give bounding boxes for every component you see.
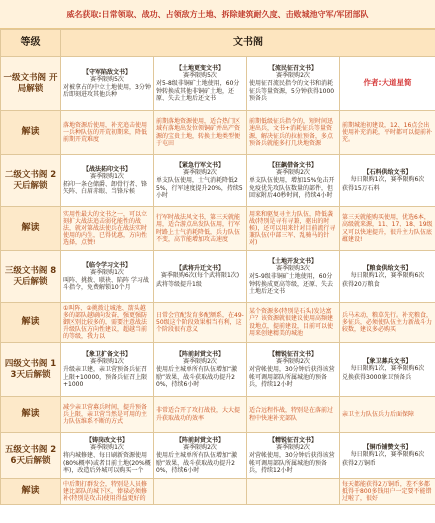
card-purchase-limit: 赛季限购6次(每个武将限1次) — [160, 272, 240, 280]
card-purchase-limit: 赛季限购2次 — [276, 169, 310, 177]
card-title: 【精锐征召文书】 — [268, 351, 317, 359]
jiedu-note: 兵马未动，粮草先行。补充粮食，多征兵，必须使队伍主力新战斗力较数，建议多必购买 — [340, 303, 435, 343]
jiedu-note: 每天都能获得2万铜币，差不多都抵得千800多钱用户一定要不能错过啦了，很好 — [340, 479, 435, 505]
card-effect: 对营帐使用，30分钟后获得该营帐可调用部队所属城池的预备兵，持续12小时 — [249, 452, 335, 474]
card-effect: 使用征召流民指令的文书和消耗征兵等量资源，5分钟获得1000预备兵 — [249, 80, 335, 102]
card-title: 【象卫募兵文书】 — [363, 358, 412, 366]
jiedu-note — [247, 479, 340, 505]
card-purchase-limit: 赛季限购5次 — [90, 75, 124, 83]
jiedu-note: 非常适合开了攻打战役，大大提升获取战功的效率 — [154, 397, 247, 433]
jiedu-note: 减少亲卫营募兵时间，提升预备兵上限，亲卫营当然是可用的主力队伍维系不断的方式 — [61, 397, 154, 433]
level-row — [1, 343, 435, 397]
card-purchase-limit: 赛季限购5次 — [183, 72, 217, 80]
card-effect: 叫阵、挑拨、联袂、陷阵 学习战斗指令，免费解锁10个月 — [63, 277, 149, 292]
card-effect: 获得2万铜币 — [342, 459, 376, 467]
card-effect: 对5-9级非铜矿土地使用，60分钟转换成更高等级，还原、失去土地后还文书 — [249, 273, 334, 295]
card-purchase-limit: 每日限购1次，赛季限购6次 — [350, 451, 425, 459]
wenshu-card — [340, 433, 435, 479]
jiedu-row — [1, 479, 435, 505]
card-title: 【阵前封赏文书】 — [175, 351, 224, 359]
wenshu-card — [154, 343, 247, 397]
wenshu-card — [154, 433, 247, 479]
card-purchase-limit: 赛季限购2次 — [183, 169, 217, 177]
level-label: 一级文书阁 开局解锁 — [1, 57, 61, 111]
jiedu-note: 亲卫主力队伍兵力后面保障 — [340, 397, 435, 433]
jiedu-label: 解读 — [1, 397, 61, 433]
jiedu-label: 解读 — [1, 303, 61, 343]
wenshu-card — [247, 57, 340, 111]
card-purchase-limit: 赛季限购3次 — [276, 265, 310, 273]
author-label: 作者:大道星简 — [363, 78, 412, 88]
jiedu-note: 某个资源多(特别是石头)发达富户？该资源就很建议使用高频建设地点，提前建设，目前可以使用来创建精美的城池 — [247, 303, 340, 343]
card-effect: 单支队伍使用，增加15%兔击开免疫优先攻队伍数量的部件，但回家附后40秒时间，持续4小时 — [249, 177, 335, 199]
card-effect: 兑换获得3000象卫预备兵 — [342, 373, 412, 381]
level-row — [1, 155, 435, 207]
wenshu-card — [154, 155, 247, 207]
level-row — [1, 57, 435, 111]
card-effect: 将内城修建、每日刷新资源使用(80%概率)或者目前土地(20%概率)，改造后外城可以购买一个 — [63, 452, 151, 474]
level-row — [1, 433, 435, 479]
wenshu-card — [154, 57, 247, 111]
level-label: 四级文书阁 13天后解锁 — [1, 343, 61, 397]
card-purchase-limit: 赛季限购2次 — [276, 358, 310, 366]
wenshu-card — [247, 433, 340, 479]
jiedu-row — [1, 397, 435, 433]
card-effect: 对被拿占的中立土地使用，3分钟后即刻进攻其他兵种 — [63, 84, 151, 99]
card-effect: 拓印一条仓储爵、卸骨行者、锋矢阵、白眉赤眼、当锋斥候 — [63, 181, 148, 196]
jiedu-note — [154, 479, 247, 505]
card-purchase-limit: 赛季限购1次 — [90, 172, 124, 180]
level-label: 三级文书阁 8天后解锁 — [1, 251, 61, 303]
jiedu-label: 解读 — [1, 111, 61, 155]
card-effect: 使用后主城单所有队伍增加“激励”效果，战斗获取战功提升20%，持续6小时 — [156, 366, 238, 388]
card-purchase-limit: 赛季限购2次 — [183, 444, 217, 452]
wenshu-card — [247, 343, 340, 397]
wenshu-card — [340, 57, 435, 111]
wenshuge-table — [0, 29, 435, 505]
card-purchase-limit: 赛季限购2次 — [276, 72, 310, 80]
wenshu-card — [61, 57, 154, 111]
jiedu-note: 用来和驱复寻主力队伍，降低袭战(特别是寻有寻兼，驱出的时候)，还可以用来针对目前流行寻兼队伍(中部三军、乱骑马的针对) — [247, 207, 340, 251]
wenshu-card — [61, 251, 154, 303]
card-effect: 对营帐使用，30分钟后获得该营帐可调用部队所属城池的预备兵，持续12小时 — [249, 366, 335, 388]
card-effect: 单支队伍使用，士气消耗降低25%，行军速度提升20%，持续5小时 — [156, 177, 243, 199]
card-purchase-limit: 赛季限购2次 — [276, 444, 310, 452]
card-purchase-limit: 每日限购1次，赛季限购6次 — [350, 272, 425, 280]
card-title: 【狂飙借备文书】 — [268, 162, 317, 170]
card-effect: 获得20万粮食 — [342, 280, 380, 288]
card-title: 【战法拓印文书】 — [82, 165, 131, 173]
jiedu-note: 前期城池初建设，12、16点会出使用补充消耗，平时都可以提前补充。 — [340, 111, 435, 155]
banner: 威名获取:日常领取、战功、占领敌方土地、拆除建筑耐久度、击败城池守军/军团部队 — [0, 0, 435, 29]
wenshu-card — [340, 155, 435, 207]
wenshu-card — [340, 251, 435, 303]
card-title: 【土地开发文书】 — [268, 258, 317, 266]
card-effect: 升级亲卫建，亲卫营预备兵征召上限+10000，预备兵征召上限+1000 — [63, 366, 148, 388]
jiedu-note: 中后期打群发会，特别是人员修建比部队的城下区，俸禄必须修补(特别是攻击)使用得益更好的 — [61, 479, 154, 505]
level-label: 五级文书阁 26天后解锁 — [1, 433, 61, 479]
card-title: 【流民征召文书】 — [268, 65, 317, 73]
header-level: 等级 — [1, 30, 61, 57]
card-title: 【守军陷敌文书】 — [82, 68, 131, 76]
level-row — [1, 251, 435, 303]
wenshu-card — [340, 343, 435, 397]
jiedu-note: 日常会宜配发育多配额系，在49-50级这个阶段效果相当有利，这个阶段很有意义 — [154, 303, 247, 343]
card-title: 【武将升迁文书】 — [175, 265, 224, 273]
wenshu-card — [61, 433, 154, 479]
jiedu-note: 前期低级征兵指令的，短时间迅速出兵，文书+消耗征兵等量资源，解决征兵的拉扯预备，多点预备兵就能多打几块地资源 — [247, 111, 340, 155]
wenshu-card — [61, 155, 154, 207]
card-effect: 对5-8级非铜矿土地使用，60分钟转换成其他非铜矿土地，还原、失去土地后还文书 — [156, 80, 240, 102]
card-effect: 获得15万石料 — [342, 184, 380, 192]
card-purchase-limit: 每日限购1次，赛季限购6次 — [350, 176, 425, 184]
card-title: 【土地更变文书】 — [175, 65, 224, 73]
card-purchase-limit: 赛季限购1次 — [90, 358, 124, 366]
wenshu-card — [154, 251, 247, 303]
jiedu-note: ①叫阵、②挑拨让城池、箭头越多的部队越刷向发奋，强更强防御区别比较多的，需要注意战法升级队伍方向性建议，超越当前的等级，我力以 — [61, 303, 154, 343]
card-effect: 武将等级提升1级 — [156, 280, 202, 288]
card-title: 【精锐征召文书】 — [268, 437, 317, 445]
card-title: 【铸岗改文书】 — [85, 437, 128, 445]
wenshu-card — [247, 155, 340, 207]
jiedu-label: 解读 — [1, 479, 61, 505]
card-purchase-limit: 赛季限购1次 — [90, 268, 124, 276]
jiedu-row — [1, 207, 435, 251]
card-purchase-limit: 每日限购1次，赛季限购6次 — [350, 365, 425, 373]
card-title: 【石料供给文书】 — [363, 169, 412, 177]
card-title: 【铜币铺赞文书】 — [363, 444, 412, 452]
jiedu-note: 前期落地资源使用，适合热门区域有落地出发位领铜矿并出产资源的宝贵土地，转换土地类型便于屯田 — [154, 111, 247, 155]
card-title: 【临令学习文书】 — [82, 261, 131, 269]
wenshu-card — [247, 251, 340, 303]
card-title: 【粮食供给文书】 — [363, 265, 412, 273]
card-effect: 使用后主城单所有队伍增加“激励”效果，战斗获取战功提升20%，持续6小时 — [156, 452, 238, 474]
jiedu-note: 实用性最大的文书之一，可以立刻扩大战法追击弱化能性的战法，就对第战法使兵在战法实时使用的内生，已得优惠，方向性选择，点赞! — [61, 207, 154, 251]
jiedu-note: 适合远程作战，特别是在落前过程中快速补充部队 — [247, 397, 340, 433]
jiedu-label: 解读 — [1, 207, 61, 251]
jiedu-row — [1, 111, 435, 155]
wenshu-card — [61, 343, 154, 397]
header-wenshuge: 文书阁 — [61, 30, 435, 57]
card-title: 【阵前封赏文书】 — [175, 437, 224, 445]
card-purchase-limit: 赛季限购2次 — [183, 358, 217, 366]
jiedu-row — [1, 303, 435, 343]
jiedu-note: 第三天就能购买使用，优选6本，高级就来源，11、17、18、19级又可以快速提升，很升主力队伍底蕴建设! — [340, 207, 435, 251]
card-purchase-limit: 赛季限购1次 — [90, 444, 124, 452]
card-title: 【象卫扩备文书】 — [82, 351, 131, 359]
jiedu-note: 行军时战法风文书，第三天就能用，适合游点出发队伍用，行军时路上士气消耗降低，兵力队伍不变，高节能增加攻击速度 — [154, 207, 247, 251]
card-title: 【紧急行军文书】 — [175, 162, 224, 170]
jiedu-note: 落地资源后使用，补充追击使用一兵种队伍的开荒初期来，降低前期开荒难度 — [61, 111, 154, 155]
level-label: 二级文书阁 2天后解锁 — [1, 155, 61, 207]
